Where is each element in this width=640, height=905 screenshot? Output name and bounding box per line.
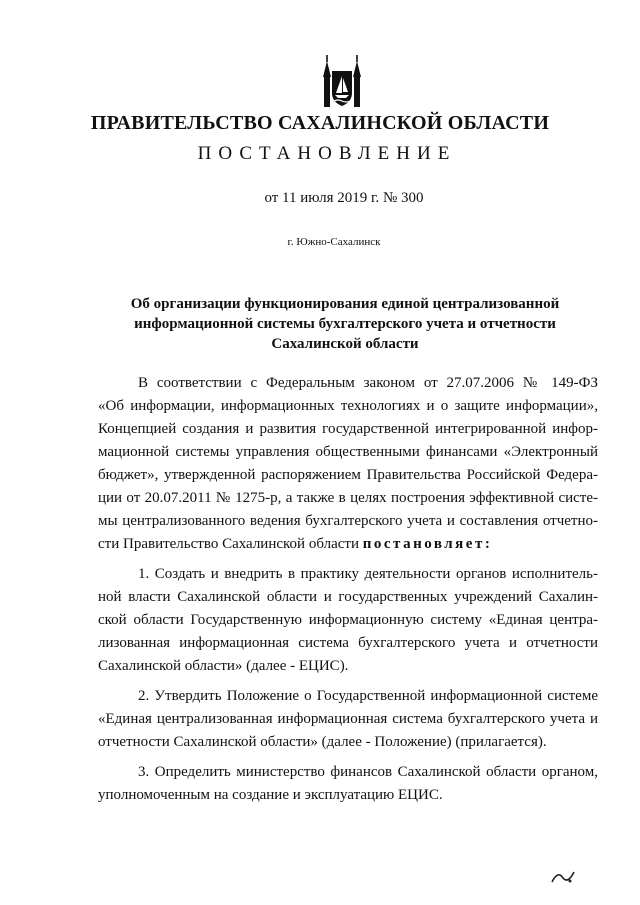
document-body bbox=[98, 372, 598, 814]
text-line: Концепцией создания и развития государственной интегрированной инфор- bbox=[98, 421, 598, 437]
text-line bbox=[98, 533, 598, 556]
text-line: лизованная информационная система бухгалтерского учета и отчетности bbox=[98, 635, 598, 651]
document-type: ПОСТАНОВЛЕНИЕ bbox=[197, 143, 457, 164]
document-date-number: от 11 июля 2019 г. № 300 bbox=[264, 190, 424, 206]
title-line: Сахалинской области bbox=[271, 336, 419, 352]
organization-name: ПРАВИТЕЛЬСТВО САХАЛИНСКОЙ ОБЛАСТИ bbox=[90, 112, 550, 134]
preamble-paragraph bbox=[98, 372, 598, 556]
text-line: Сахалинской области» (далее - ЕЦИС). bbox=[98, 658, 349, 674]
text-line: 3. Определить министерство финансов Сахалинской области органом, bbox=[138, 764, 598, 780]
text-line: мационной системы управления общественными финансами «Электронный bbox=[98, 444, 598, 460]
text-line: «Об информации, информационных технологиях и о защите информации», bbox=[98, 398, 598, 414]
title-line: Об организации функционирования единой централизованной bbox=[130, 296, 560, 312]
text-line: ции от 20.07.2011 № 1275-р, а также в целях построения эффективной систе- bbox=[98, 490, 598, 506]
decree-word: постановляет: bbox=[362, 536, 493, 552]
text-line: бюджет», утвержденной распоряжением Правительства Российской Федера- bbox=[98, 467, 598, 483]
scan-mark-icon bbox=[550, 868, 576, 886]
item-paragraph-1 bbox=[98, 563, 598, 678]
document-title bbox=[100, 294, 590, 354]
text-line: ной власти Сахалинской области и государственных учреждений Сахалин- bbox=[98, 589, 598, 605]
title-line: информационной системы бухгалтерского учета и отчетности bbox=[134, 316, 556, 332]
preamble-last-text: сти Правительство Сахалинской области bbox=[98, 536, 359, 552]
text-line: 1. Создать и внедрить в практику деятельности органов исполнитель- bbox=[138, 566, 598, 582]
document-city: г. Южно-Сахалинск bbox=[287, 236, 381, 248]
text-line: 2. Утвердить Положение о Государственной информационной системе bbox=[138, 688, 598, 704]
text-line: отчетности Сахалинской области» (далее - Положение) (прилагается). bbox=[98, 734, 547, 750]
item-paragraph-3 bbox=[98, 761, 598, 807]
sakhalin-coat-of-arms-icon bbox=[322, 55, 362, 109]
text-line: мы централизованного ведения бухгалтерского учета и составления отчетно- bbox=[98, 513, 598, 529]
item-paragraph-2 bbox=[98, 685, 598, 754]
text-line: уполномоченным на создание и эксплуатацию ЕЦИС. bbox=[98, 787, 443, 803]
text-line: ской области Государственную информационную систему «Единая центра- bbox=[98, 612, 598, 628]
text-line: В соответствии с Федеральным законом от 27.07.2006 № 149-ФЗ bbox=[138, 375, 598, 391]
text-line: «Единая централизованная информационная система бухгалтерского учета и bbox=[98, 711, 598, 727]
